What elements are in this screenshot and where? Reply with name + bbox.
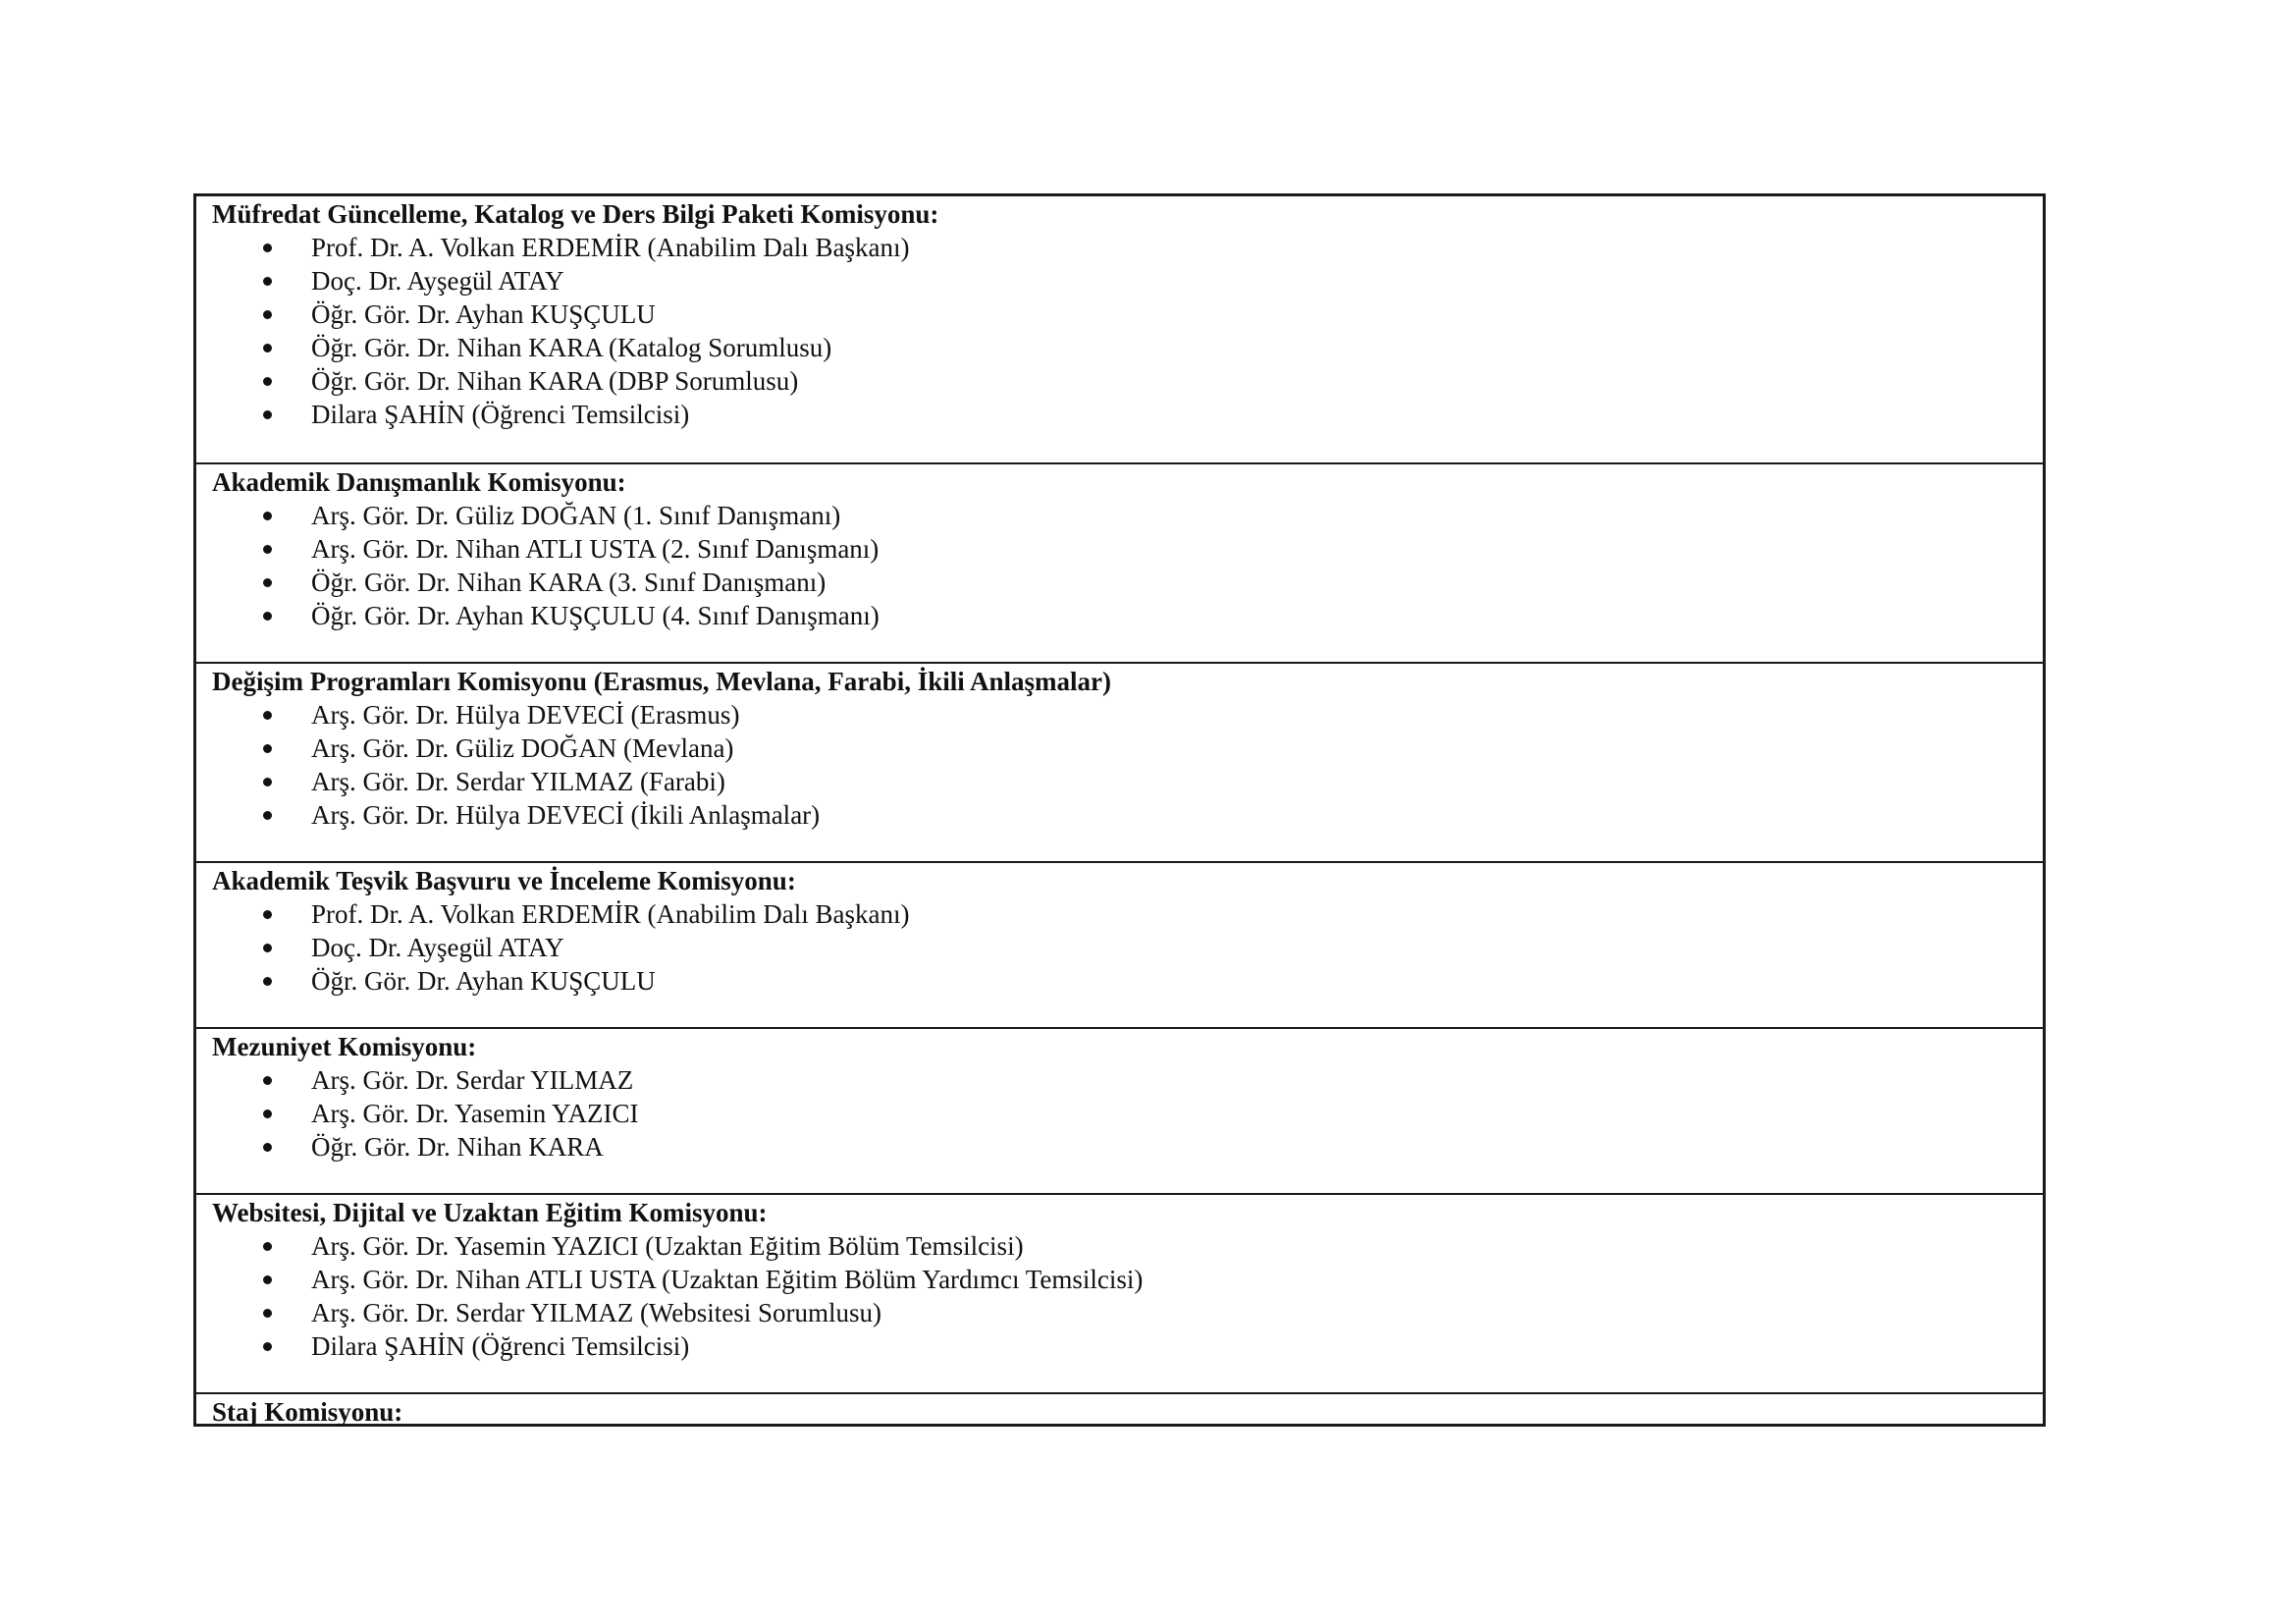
bullet-icon xyxy=(263,910,272,919)
bullet-icon xyxy=(263,1275,272,1284)
member-name: Öğr. Gör. Dr. Ayhan KUŞÇULU xyxy=(311,966,656,996)
committee-section-degisim-programlari xyxy=(196,662,2043,861)
member-name: Öğr. Gör. Dr. Nihan KARA xyxy=(311,1132,604,1162)
member-list xyxy=(212,897,2043,998)
bullet-icon xyxy=(263,344,272,352)
member-name: Doç. Dr. Ayşegül ATAY xyxy=(311,266,564,296)
bullet-icon xyxy=(263,1076,272,1085)
member-name: Arş. Gör. Dr. Yasemin YAZICI (Uzaktan Eğitim Bölüm Temsilcisi) xyxy=(311,1231,1024,1261)
member-name: Arş. Gör. Dr. Hülya DEVECİ (Erasmus) xyxy=(311,700,740,730)
committee-title: Akademik Danışmanlık Komisyonu: xyxy=(212,467,626,497)
committee-section-websitesi xyxy=(196,1193,2043,1392)
member-name: Dilara ŞAHİN (Öğrenci Temsilcisi) xyxy=(311,400,690,429)
committee-section-staj xyxy=(196,1392,2043,1427)
bullet-icon xyxy=(263,811,272,820)
bullet-icon xyxy=(263,1342,272,1351)
member-item xyxy=(212,298,2043,331)
member-name: Arş. Gör. Dr. Serdar YILMAZ xyxy=(311,1065,634,1095)
bullet-icon xyxy=(263,1242,272,1251)
member-name: Prof. Dr. A. Volkan ERDEMİR (Anabilim Dalı Başkanı) xyxy=(311,233,910,262)
member-item xyxy=(212,897,2043,931)
bullet-icon xyxy=(263,711,272,720)
bullet-icon xyxy=(263,545,272,554)
bullet-icon xyxy=(263,512,272,520)
bullet-icon xyxy=(263,977,272,986)
member-item xyxy=(212,264,2043,298)
member-list xyxy=(212,499,2043,632)
member-list xyxy=(212,698,2043,832)
member-item xyxy=(212,1130,2043,1164)
member-item xyxy=(212,1263,2043,1296)
member-item xyxy=(212,331,2043,364)
member-item xyxy=(212,364,2043,398)
member-item xyxy=(212,599,2043,632)
member-name: Öğr. Gör. Dr. Nihan KARA (Katalog Sorumlusu) xyxy=(311,333,832,362)
bullet-icon xyxy=(263,244,272,252)
committee-title: Akademik Teşvik Başvuru ve İnceleme Komisyonu: xyxy=(212,866,796,895)
committee-title: Staj Komisyonu: xyxy=(212,1397,403,1427)
member-name: Doç. Dr. Ayşegül ATAY xyxy=(311,933,564,962)
member-item xyxy=(212,398,2043,431)
committee-title: Müfredat Güncelleme, Katalog ve Ders Bilgi Paketi Komisyonu: xyxy=(212,199,939,229)
committee-title: Websitesi, Dijital ve Uzaktan Eğitim Komisyonu: xyxy=(212,1198,768,1227)
bullet-icon xyxy=(263,1309,272,1318)
bullet-icon xyxy=(263,612,272,621)
member-item xyxy=(212,1329,2043,1363)
committee-section-akademik-danismanlik xyxy=(196,462,2043,662)
bullet-icon xyxy=(263,277,272,286)
bullet-icon xyxy=(263,310,272,319)
member-name: Arş. Gör. Dr. Serdar YILMAZ (Farabi) xyxy=(311,767,725,796)
member-name: Arş. Gör. Dr. Nihan ATLI USTA (Uzaktan Eğitim Bölüm Yardımcı Temsilcisi) xyxy=(311,1265,1144,1294)
member-item xyxy=(212,1063,2043,1097)
member-item xyxy=(212,566,2043,599)
member-list xyxy=(212,1229,2043,1363)
member-item xyxy=(212,1229,2043,1263)
member-list xyxy=(212,231,2043,431)
member-name: Öğr. Gör. Dr. Nihan KARA (3. Sınıf Danışmanı) xyxy=(311,568,827,597)
bullet-icon xyxy=(263,377,272,386)
member-item xyxy=(212,798,2043,832)
bullet-icon xyxy=(263,410,272,419)
member-item xyxy=(212,964,2043,998)
member-name: Arş. Gör. Dr. Yasemin YAZICI xyxy=(311,1099,639,1128)
member-name: Arş. Gör. Dr. Hülya DEVECİ (İkili Anlaşmalar) xyxy=(311,800,821,830)
member-name: Arş. Gör. Dr. Serdar YILMAZ (Websitesi Sorumlusu) xyxy=(311,1298,882,1327)
member-item xyxy=(212,1097,2043,1130)
member-item xyxy=(212,499,2043,532)
member-item xyxy=(212,1296,2043,1329)
member-item xyxy=(212,731,2043,765)
bullet-icon xyxy=(263,578,272,587)
member-item xyxy=(212,532,2043,566)
member-name: Öğr. Gör. Dr. Nihan KARA (DBP Sorumlusu) xyxy=(311,366,799,396)
member-item xyxy=(212,765,2043,798)
member-item xyxy=(212,931,2043,964)
member-name: Öğr. Gör. Dr. Ayhan KUŞÇULU (4. Sınıf Danışmanı) xyxy=(311,601,880,630)
member-name: Arş. Gör. Dr. Nihan ATLI USTA (2. Sınıf Danışmanı) xyxy=(311,534,880,564)
committee-section-mezuniyet xyxy=(196,1027,2043,1193)
committee-title: Mezuniyet Komisyonu: xyxy=(212,1032,477,1061)
committee-table xyxy=(193,193,2046,1427)
member-name: Prof. Dr. A. Volkan ERDEMİR (Anabilim Dalı Başkanı) xyxy=(311,899,910,929)
member-name: Dilara ŞAHİN (Öğrenci Temsilcisi) xyxy=(311,1331,690,1361)
committee-title: Değişim Programları Komisyonu (Erasmus, Mevlana, Farabi, İkili Anlaşmalar) xyxy=(212,667,1111,696)
member-item xyxy=(212,698,2043,731)
committee-section-akademik-tesvik xyxy=(196,861,2043,1027)
bullet-icon xyxy=(263,778,272,786)
bullet-icon xyxy=(263,944,272,952)
bullet-icon xyxy=(263,744,272,753)
bullet-icon xyxy=(263,1143,272,1152)
member-name: Arş. Gör. Dr. Güliz DOĞAN (Mevlana) xyxy=(311,733,734,763)
member-item xyxy=(212,231,2043,264)
bullet-icon xyxy=(263,1110,272,1118)
member-list xyxy=(212,1063,2043,1164)
member-name: Arş. Gör. Dr. Güliz DOĞAN (1. Sınıf Danışmanı) xyxy=(311,501,841,530)
member-name: Öğr. Gör. Dr. Ayhan KUŞÇULU xyxy=(311,299,656,329)
committee-section-mufredat xyxy=(196,196,2043,462)
